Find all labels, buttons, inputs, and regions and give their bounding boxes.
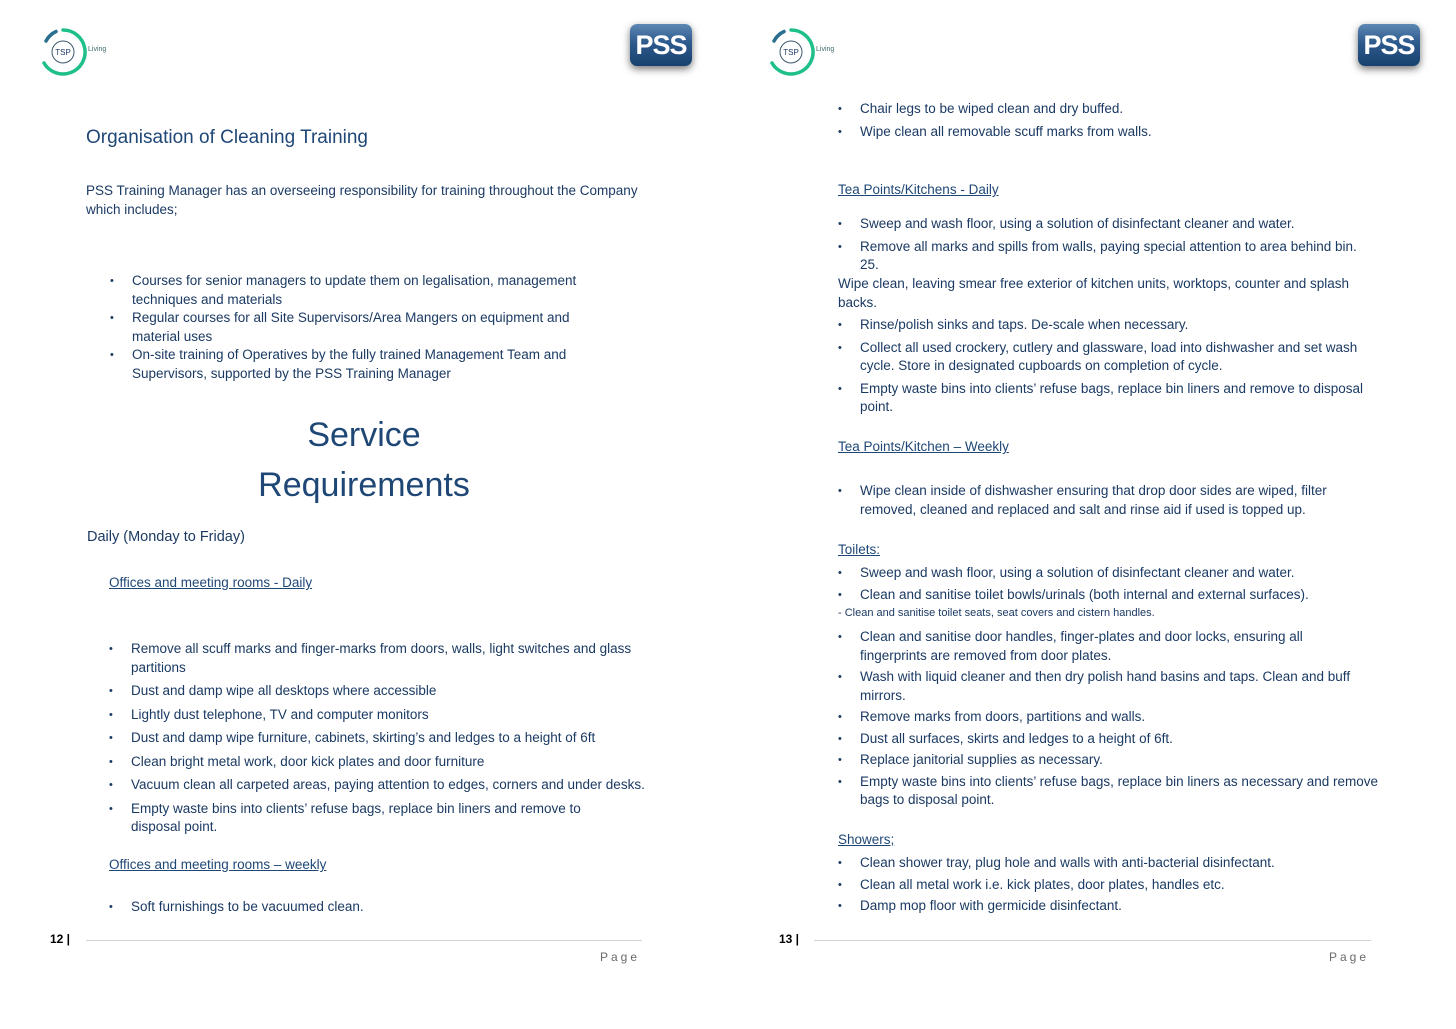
list-item: • Clean and sanitise door handles, finger-plates and door locks, ensuring all fingerprints are removed from door plates. — [838, 628, 1320, 665]
offices-weekly-heading: Offices and meeting rooms – weekly — [109, 857, 327, 872]
tsp-logo-text: TSP — [55, 48, 71, 57]
tea-weekly-list — [838, 482, 1348, 519]
list-item: • Empty waste bins into clients’ refuse bags, replace bin liners as necessary and remove bags to disposal point. — [838, 773, 1378, 810]
service-title — [110, 410, 618, 510]
list-item: • Lightly dust telephone, TV and computer monitors — [109, 706, 649, 725]
list-item: • Clean all metal work i.e. kick plates, door plates, handles etc. — [838, 876, 1378, 895]
list-item: • On-site training of Operatives by the fully trained Management Team and Supervisors, supported by the PSS Training Manager — [110, 346, 610, 383]
tsp-logo-text: TSP — [783, 48, 799, 57]
list-item: • Dust and damp wipe furniture, cabinets, skirting’s and ledges to a height of 6ft — [109, 729, 649, 748]
list-item: • Sweep and wash floor, using a solution of disinfectant cleaner and water. — [838, 564, 1378, 583]
tea-daily-paragraph: Wipe clean, leaving smear free exterior of kitchen units, worktops, counter and splash backs. — [838, 276, 1350, 310]
tea-daily-heading: Tea Points/Kitchens - Daily — [838, 182, 999, 197]
list-item: • Soft furnishings to be vacuumed clean. — [109, 898, 649, 917]
list-item: • Rinse/polish sinks and taps. De-scale when necessary. — [838, 316, 1368, 335]
list-item: • Sweep and wash floor, using a solution of disinfectant cleaner and water. — [838, 215, 1358, 234]
offices-daily-heading: Offices and meeting rooms - Daily — [109, 575, 313, 590]
service-title-line2: Requirements — [258, 466, 470, 504]
daily-heading: Daily (Monday to Friday) — [87, 529, 245, 545]
tea-daily-list-b — [838, 316, 1368, 417]
tsp-logo-subtext: Living — [88, 46, 107, 53]
list-item: • Replace janitorial supplies as necessary. — [838, 751, 1378, 770]
list-item: • Dust and damp wipe all desktops where accessible — [109, 682, 649, 701]
toilets-list-a — [838, 564, 1378, 604]
list-item: • Vacuum clean all carpeted areas, paying attention to edges, corners and under desks. — [109, 776, 649, 795]
list-item: • Wash with liquid cleaner and then dry polish hand basins and taps. Clean and buff mirrors. — [838, 668, 1370, 705]
offices-daily-list — [109, 640, 649, 842]
list-item: • Damp mop floor with germicide disinfectant. — [838, 897, 1378, 916]
toilets-heading: Toilets: — [838, 542, 881, 557]
pss-logo: PSS — [1358, 24, 1420, 66]
footer-divider — [86, 940, 642, 941]
training-list — [110, 272, 610, 383]
tea-weekly-heading: Tea Points/Kitchen – Weekly — [838, 439, 1009, 454]
showers-list — [838, 854, 1378, 916]
list-item: • Remove marks from doors, partitions and walls. — [838, 708, 1378, 727]
page-number: 13 | — [779, 932, 800, 946]
list-item: • Remove all marks and spills from walls, paying special attention to area behind bin. 25. — [838, 238, 1358, 275]
offices-weekly-list — [109, 898, 649, 917]
showers-heading: Showers; — [838, 832, 895, 847]
list-item: • Clean and sanitise toilet bowls/urinals (both internal and external surfaces). — [838, 586, 1378, 605]
page-label: Page — [600, 950, 641, 964]
toilets-list-b — [838, 628, 1378, 810]
list-item: • Chair legs to be wiped clean and dry buffed. — [838, 100, 1378, 119]
list-item: • Empty waste bins into clients’ refuse bags, replace bin liners and remove to disposal point. — [838, 380, 1368, 417]
document-page-13 — [728, 0, 1456, 1029]
list-item: • Clean shower tray, plug hole and walls with anti-bacterial disinfectant. — [838, 854, 1378, 873]
list-item: • Empty waste bins into clients’ refuse bags, replace bin liners and remove to disposal point. — [109, 800, 631, 837]
tsp-logo — [766, 27, 816, 77]
list-item: • Courses for senior managers to update them on legalisation, management techniques and materials — [110, 272, 610, 309]
section-title: Organisation of Cleaning Training — [86, 127, 369, 148]
tea-daily-list-a — [838, 215, 1358, 275]
pss-logo: PSS — [630, 24, 692, 66]
footer-divider — [814, 940, 1371, 941]
service-title-line1: Service — [307, 416, 421, 454]
list-item: • Dust all surfaces, skirts and ledges to a height of 6ft. — [838, 730, 1378, 749]
page-number: 12 | — [50, 932, 71, 946]
list-item: • Wipe clean inside of dishwasher ensuring that drop door sides are wiped, filter removed, cleaned and replaced and salt and rinse aid if used is topped up. — [838, 482, 1348, 519]
top-list — [838, 100, 1378, 141]
toilets-dash-item: - Clean and sanitise toilet seats, seat covers and cistern handles. — [838, 607, 1155, 619]
list-item: • Clean bright metal work, door kick plates and door furniture — [109, 753, 649, 772]
list-item: • Wipe clean all removable scuff marks from walls. — [838, 123, 1378, 142]
list-item: • Remove all scuff marks and finger-marks from doors, walls, light switches and glass partitions — [109, 640, 649, 677]
tsp-logo-subtext: Living — [816, 46, 835, 53]
list-item: • Collect all used crockery, cutlery and glassware, load into dishwasher and set wash cycle. Store in designated cupboards on completion of cycle. — [838, 339, 1368, 376]
intro-paragraph: PSS Training Manager has an overseeing responsibility for training throughout the Company which includes; — [86, 183, 638, 217]
list-item: • Regular courses for all Site Supervisors/Area Mangers on equipment and material uses — [110, 309, 610, 346]
tsp-logo — [38, 27, 88, 77]
page-label: Page — [1329, 950, 1370, 964]
